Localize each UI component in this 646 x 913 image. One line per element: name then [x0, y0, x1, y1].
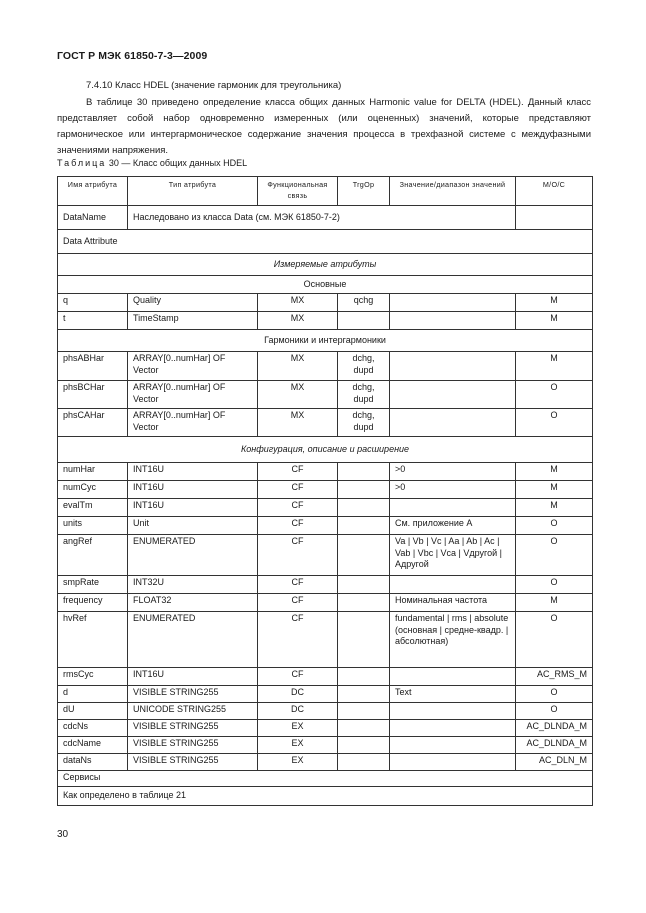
trgop-cell	[338, 703, 390, 720]
attr-type-cell: INT16U	[128, 481, 258, 499]
table-row	[58, 612, 593, 668]
table-row	[58, 481, 593, 499]
fc-cell: CF	[258, 594, 338, 612]
attr-type-cell: INT16U	[128, 463, 258, 481]
header-moc: M/O/C	[516, 177, 593, 206]
subsection-basic-row-cell: Основные	[58, 276, 593, 294]
table-row	[58, 352, 593, 381]
attr-name-cell: evalTm	[58, 499, 128, 517]
fc-cell: MX	[258, 381, 338, 409]
trgop-cell: qchg	[338, 294, 390, 312]
value-cell	[390, 737, 516, 754]
table-row	[58, 381, 593, 409]
dataname-cell: DataName	[58, 206, 128, 230]
fc-cell: CF	[258, 517, 338, 535]
data-attribute-row	[58, 230, 593, 254]
fc-cell: EX	[258, 754, 338, 771]
attr-type-cell: INT32U	[128, 576, 258, 594]
data-attribute-cell: Data Attribute	[58, 230, 593, 254]
fc-cell: DC	[258, 703, 338, 720]
attr-type-cell: UNICODE STRING255	[128, 703, 258, 720]
table-row	[58, 517, 593, 535]
attr-type-cell: VISIBLE STRING255	[128, 686, 258, 703]
attr-type-cell: Quality	[128, 294, 258, 312]
attr-name-cell: phsABHar	[58, 352, 128, 381]
fc-cell: MX	[258, 312, 338, 330]
dataname-row	[58, 206, 593, 230]
subsection-harmonics-row-cell: Гармоники и интергармоники	[58, 330, 593, 352]
attr-name-cell: d	[58, 686, 128, 703]
table-row	[58, 312, 593, 330]
attr-name-cell: numCyc	[58, 481, 128, 499]
value-cell: >0	[390, 481, 516, 499]
moc-cell: O	[516, 409, 593, 437]
value-cell	[390, 668, 516, 686]
trgop-cell	[338, 668, 390, 686]
attr-name-cell: hvRef	[58, 612, 128, 668]
moc-cell: M	[516, 352, 593, 381]
fc-cell: CF	[258, 576, 338, 594]
dataname-inherited-cell: Наследовано из класса Data (см. МЭК 61850-7-2)	[128, 206, 516, 230]
table-row	[58, 720, 593, 737]
table-row	[58, 594, 593, 612]
fc-cell: EX	[258, 720, 338, 737]
moc-cell: M	[516, 481, 593, 499]
fc-cell: DC	[258, 686, 338, 703]
description-paragraph	[57, 95, 591, 159]
trgop-cell	[338, 594, 390, 612]
hdel-table	[57, 176, 593, 806]
services-row	[58, 771, 593, 787]
table-caption	[57, 158, 247, 168]
moc-cell: M	[516, 499, 593, 517]
moc-cell: AC_DLN_M	[516, 754, 593, 771]
table-row	[58, 535, 593, 576]
trgop-cell	[338, 576, 390, 594]
attr-name-cell: q	[58, 294, 128, 312]
paragraph-text: В таблице 30 приведено определение класса общих данных Harmonic value for DELTA (HDEL). Данный класс представляет собой набор одновременно измеренных (или оцененных) значений, которые представляют гармоническое или интергармоническое содержание значения процесса в трехфазной системе с междуфазными значениями напряжения.	[57, 97, 591, 156]
moc-cell: O	[516, 686, 593, 703]
moc-cell: O	[516, 381, 593, 409]
subsection-harmonics-row	[58, 330, 593, 352]
value-cell	[390, 499, 516, 517]
services-cell: Сервисы	[58, 771, 593, 787]
table-row	[58, 463, 593, 481]
attr-type-cell: ARRAY[0..numHar] OF Vector	[128, 381, 258, 409]
value-cell	[390, 409, 516, 437]
table-row	[58, 576, 593, 594]
trgop-cell	[338, 737, 390, 754]
table-row	[58, 668, 593, 686]
moc-cell: AC_RMS_M	[516, 668, 593, 686]
attr-name-cell: t	[58, 312, 128, 330]
table-row	[58, 294, 593, 312]
moc-cell: M	[516, 594, 593, 612]
attr-type-cell: INT16U	[128, 668, 258, 686]
fc-cell: MX	[258, 352, 338, 381]
moc-cell: M	[516, 312, 593, 330]
fc-cell: MX	[258, 294, 338, 312]
attr-type-cell: Unit	[128, 517, 258, 535]
fc-cell: CF	[258, 668, 338, 686]
value-cell: >0	[390, 463, 516, 481]
attr-type-cell: VISIBLE STRING255	[128, 754, 258, 771]
table-row	[58, 686, 593, 703]
value-cell	[390, 720, 516, 737]
attr-name-cell: smpRate	[58, 576, 128, 594]
attr-name-cell: dataNs	[58, 754, 128, 771]
attr-name-cell: phsBCHar	[58, 381, 128, 409]
moc-cell: AC_DLNDA_M	[516, 720, 593, 737]
value-cell	[390, 312, 516, 330]
fc-cell: MX	[258, 409, 338, 437]
dataname-moc-cell	[516, 206, 593, 230]
value-cell	[390, 754, 516, 771]
attr-type-cell: ENUMERATED	[128, 612, 258, 668]
moc-cell: M	[516, 294, 593, 312]
value-cell	[390, 352, 516, 381]
trgop-cell	[338, 612, 390, 668]
value-cell	[390, 703, 516, 720]
attr-name-cell: angRef	[58, 535, 128, 576]
subsection-basic-row	[58, 276, 593, 294]
trgop-cell	[338, 312, 390, 330]
caption-text: 30 — Класс общих данных HDEL	[108, 158, 248, 168]
table-row	[58, 754, 593, 771]
caption-label: Таблица	[57, 158, 107, 168]
value-cell: fundamental | rms | absolute (основная | средне-квадр. | абсолютная)	[390, 612, 516, 668]
attr-type-cell: TimeStamp	[128, 312, 258, 330]
moc-cell: O	[516, 535, 593, 576]
attr-name-cell: rmsCyc	[58, 668, 128, 686]
fc-cell: CF	[258, 481, 338, 499]
attr-type-cell: VISIBLE STRING255	[128, 720, 258, 737]
moc-cell: O	[516, 612, 593, 668]
attr-type-cell: ARRAY[0..numHar] OF Vector	[128, 352, 258, 381]
attr-name-cell: frequency	[58, 594, 128, 612]
value-cell: Va | Vb | Vc | Aa | Ab | Ac | Vab | Vbc | Vca | Vдругой | Aдругой	[390, 535, 516, 576]
header-value-range: Значение/диапазон значений	[390, 177, 516, 206]
trgop-cell	[338, 463, 390, 481]
header-attribute-type: Тип атрибута	[128, 177, 258, 206]
fc-cell: EX	[258, 737, 338, 754]
attr-name-cell: cdcName	[58, 737, 128, 754]
page-number: 30	[57, 829, 69, 840]
trgop-cell	[338, 535, 390, 576]
value-cell: См. приложение А	[390, 517, 516, 535]
fc-cell: CF	[258, 535, 338, 576]
attr-type-cell: ENUMERATED	[128, 535, 258, 576]
trgop-cell: dchg, dupd	[338, 409, 390, 437]
trgop-cell	[338, 754, 390, 771]
value-cell	[390, 576, 516, 594]
services-note-row	[58, 787, 593, 806]
attr-type-cell: VISIBLE STRING255	[128, 737, 258, 754]
attr-type-cell: INT16U	[128, 499, 258, 517]
header-functional-constraint: Функциональная связь	[258, 177, 338, 206]
value-cell: Номинальная частота	[390, 594, 516, 612]
header-attribute-name: Имя атрибута	[58, 177, 128, 206]
attr-type-cell: ARRAY[0..numHar] OF Vector	[128, 409, 258, 437]
trgop-cell	[338, 499, 390, 517]
moc-cell: M	[516, 463, 593, 481]
attr-type-cell: FLOAT32	[128, 594, 258, 612]
table-header-row	[58, 177, 593, 206]
table-row	[58, 737, 593, 754]
value-cell: Text	[390, 686, 516, 703]
section-measured-row	[58, 254, 593, 276]
table-row	[58, 499, 593, 517]
moc-cell: O	[516, 517, 593, 535]
services-note-cell: Как определено в таблице 21	[58, 787, 593, 806]
section-config-row-cell: Конфигурация, описание и расширение	[58, 437, 593, 463]
moc-cell: O	[516, 576, 593, 594]
trgop-cell	[338, 686, 390, 703]
header-trgop: TrgOp	[338, 177, 390, 206]
moc-cell: AC_DLNDA_M	[516, 737, 593, 754]
document-header: ГОСТ Р МЭК 61850-7-3—2009	[57, 50, 208, 62]
trgop-cell	[338, 481, 390, 499]
fc-cell: CF	[258, 612, 338, 668]
trgop-cell	[338, 720, 390, 737]
moc-cell: O	[516, 703, 593, 720]
value-cell	[390, 294, 516, 312]
section-measured-row-cell: Измеряемые атрибуты	[58, 254, 593, 276]
fc-cell: CF	[258, 463, 338, 481]
value-cell	[390, 381, 516, 409]
section-config-row	[58, 437, 593, 463]
attr-name-cell: numHar	[58, 463, 128, 481]
table-row	[58, 703, 593, 720]
section-title: 7.4.10 Класс HDEL (значение гармоник для треугольника)	[86, 80, 342, 91]
trgop-cell	[338, 517, 390, 535]
attr-name-cell: units	[58, 517, 128, 535]
attr-name-cell: dU	[58, 703, 128, 720]
attr-name-cell: cdcNs	[58, 720, 128, 737]
attr-name-cell: phsCAHar	[58, 409, 128, 437]
trgop-cell: dchg, dupd	[338, 381, 390, 409]
fc-cell: CF	[258, 499, 338, 517]
table-row	[58, 409, 593, 437]
trgop-cell: dchg, dupd	[338, 352, 390, 381]
